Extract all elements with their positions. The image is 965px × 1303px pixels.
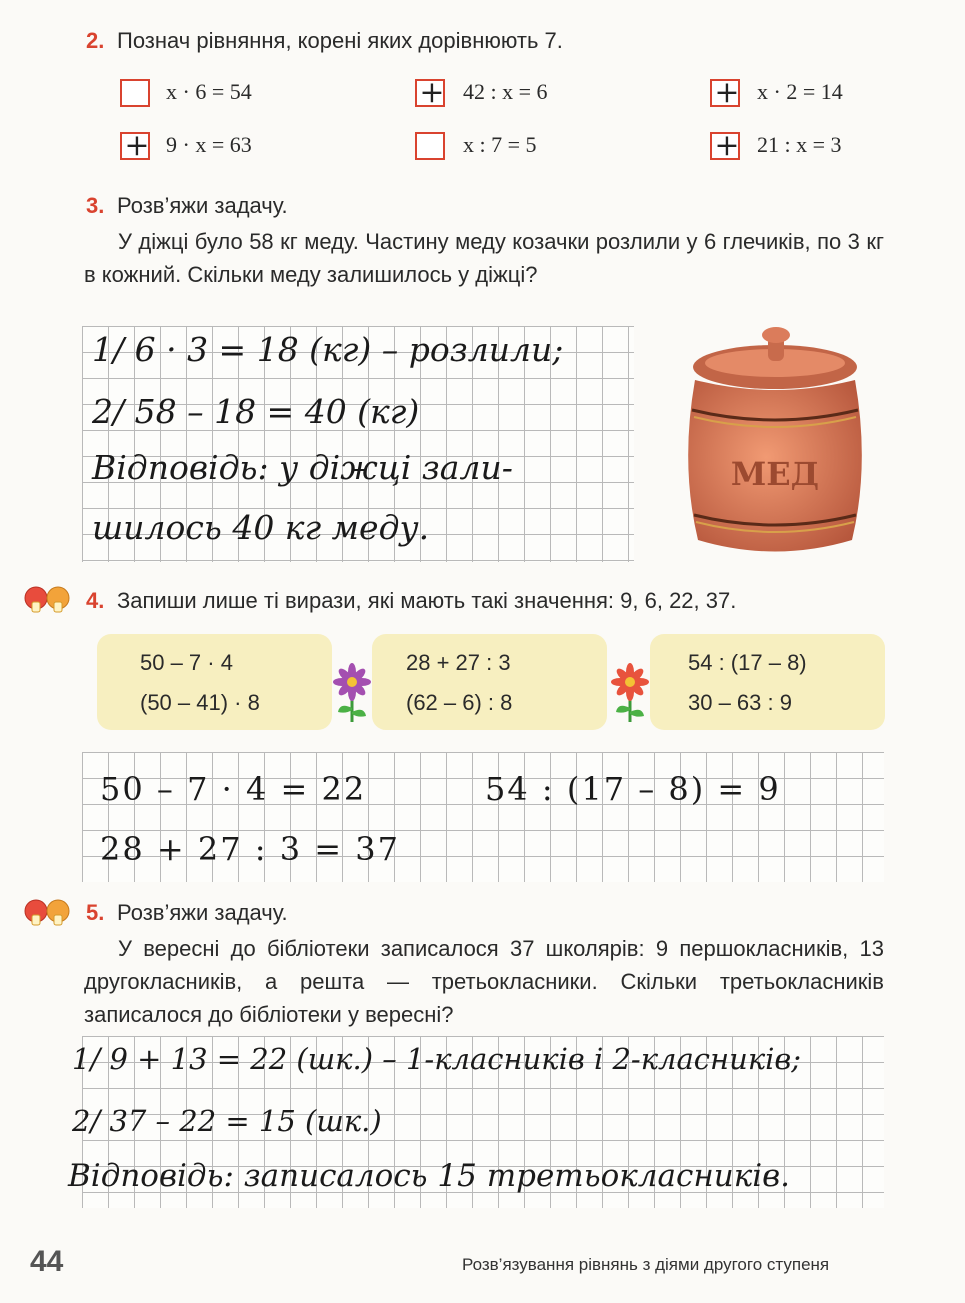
task-3-problem: У діжці було 58 кг меду. Частину меду козачки розлили у 6 глечиків, по 3 кг в кожний. Скільки меду залишилось у діжці? xyxy=(84,229,884,287)
expression: (50 – 41) · 8 xyxy=(140,690,260,715)
handwritten-line: Відповідь: у діжці зали- xyxy=(92,448,513,487)
group-work-icon xyxy=(22,897,72,927)
handwritten-line: 2/ 37 – 22 = 15 (шк.) xyxy=(72,1104,382,1138)
checkbox[interactable]: + xyxy=(415,79,445,107)
equation-text: x : 7 = 5 xyxy=(463,132,537,157)
handwritten-line: 28 + 27 : 3 = 37 xyxy=(100,830,400,868)
task-2-title: Познач рівняння, корені яких дорівнюють 7. xyxy=(117,28,563,53)
equation-text: x · 2 = 14 xyxy=(757,79,843,104)
expression: 28 + 27 : 3 xyxy=(406,650,511,675)
expression: 50 – 7 · 4 xyxy=(140,650,233,675)
flower-icon xyxy=(330,660,375,725)
task-5-number: 5. xyxy=(86,900,105,925)
task-2-number: 2. xyxy=(86,28,105,53)
equation-text: 42 : x = 6 xyxy=(463,79,548,104)
task-4-title: Запиши лише ті вирази, які мають такі значення: 9, 6, 22, 37. xyxy=(117,588,737,613)
barrel-label: МЕД xyxy=(730,455,820,493)
checkbox[interactable] xyxy=(415,132,445,160)
page-number: 44 xyxy=(30,1245,64,1278)
handwritten-line: Відповідь: записалось 15 третьокласників. xyxy=(68,1158,791,1194)
task-4-number: 4. xyxy=(86,588,105,613)
checkbox[interactable] xyxy=(120,79,150,107)
handwritten-line: шилось 40 кг меду. xyxy=(92,508,430,547)
handwritten-line: 2/ 58 – 18 = 40 (кг) xyxy=(92,392,420,431)
handwritten-line: 1/ 9 + 13 = 22 (шк.) – 1-класників і 2-класників; xyxy=(72,1042,802,1076)
handwritten-line: 50 – 7 · 4 = 22 xyxy=(100,770,367,808)
task-5-title: Розв’яжи задачу. xyxy=(117,900,288,925)
group-work-icon xyxy=(22,584,72,614)
section-title: Розв’язування рівнянь з діями другого ступеня xyxy=(462,1255,830,1274)
flower-icon xyxy=(608,660,653,725)
expression: 30 – 63 : 9 xyxy=(688,690,792,715)
task-3-title: Розв’яжи задачу. xyxy=(117,193,288,218)
expression: 54 : (17 – 8) xyxy=(688,650,807,675)
equation-text: x · 6 = 54 xyxy=(166,79,252,104)
handwritten-line: 54 : (17 – 8) = 9 xyxy=(485,770,781,808)
checkbox[interactable]: + xyxy=(710,132,740,160)
task-3-number: 3. xyxy=(86,193,105,218)
honey-barrel-illustration xyxy=(680,325,870,565)
checkbox[interactable]: + xyxy=(120,132,150,160)
task-5-problem: У вересні до бібліотеки записалося 37 школярів: 9 першокласників, 13 другокласників, а решта — третьокласники. Скільки третьокласників записалося до бібліотеки у вересні? xyxy=(84,936,884,1027)
expression: (62 – 6) : 8 xyxy=(406,690,513,715)
equation-text: 21 : x = 3 xyxy=(757,132,842,157)
equation-text: 9 · x = 63 xyxy=(166,132,252,157)
handwritten-line: 1/ 6 · 3 = 18 (кг) – розлили; xyxy=(92,330,564,369)
checkbox[interactable]: + xyxy=(710,79,740,107)
